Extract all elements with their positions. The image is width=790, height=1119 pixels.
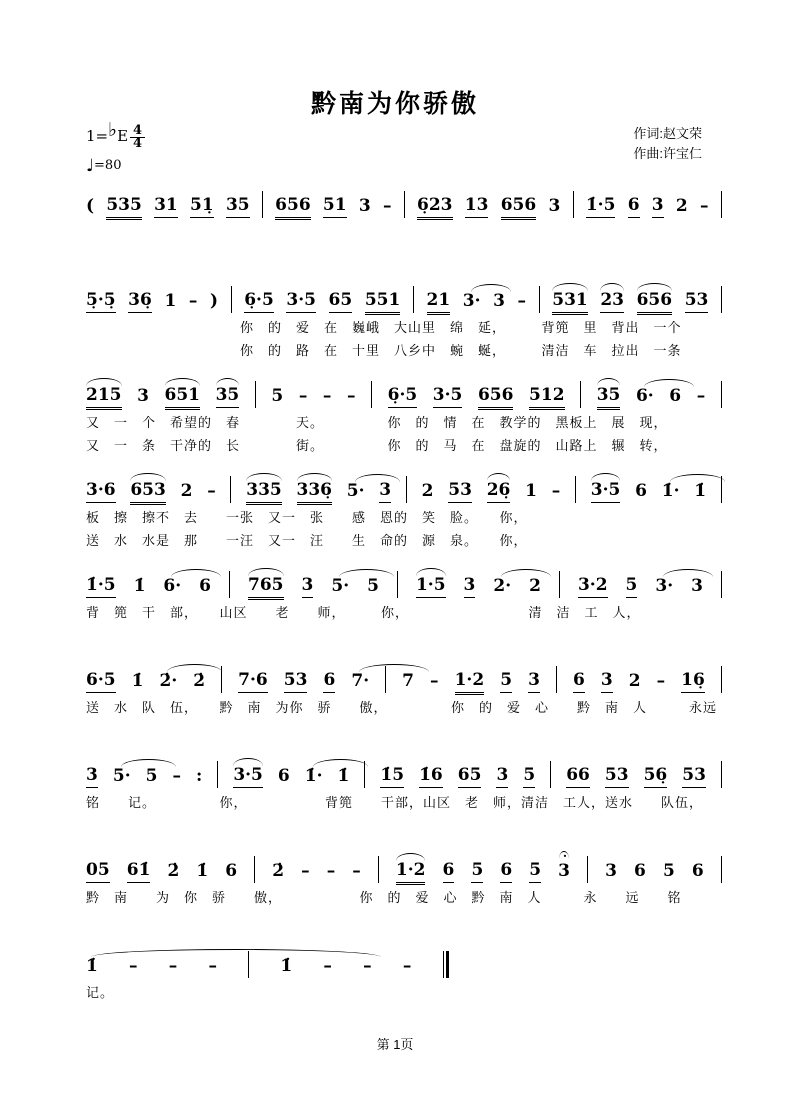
note-token: 1̇: [280, 956, 293, 977]
note-token: 6: [628, 197, 640, 218]
note-token: 65: [458, 767, 482, 788]
symbol-token: –: [402, 956, 412, 977]
note-token: 3: [548, 196, 561, 217]
slur-arc: [297, 473, 333, 481]
note-token: 6·5: [86, 672, 116, 693]
barline: [262, 191, 263, 218]
barline: [254, 856, 255, 883]
time-signature-bottom: 4: [133, 135, 143, 151]
note-token: 2: [421, 481, 434, 502]
note-token: 6·: [163, 578, 181, 598]
note-token: 5: [523, 767, 535, 788]
note-token: 5·: [331, 578, 349, 598]
lyrics-line: 你 的 路 在 十里 八乡中 蜿 蜒， 清洁 车 拉出 一条: [86, 343, 682, 358]
note-token: 2̇·: [159, 673, 177, 693]
note-token: 3: [601, 672, 613, 693]
lyrics-line: 送 水 水是 那 一汪 又一 汪 生 命的 源 泉。 你，: [86, 533, 528, 548]
note-token: 3: [652, 197, 664, 218]
symbol-token: –: [656, 671, 666, 692]
note-token: 51̣: [190, 197, 214, 218]
barline: [231, 286, 232, 313]
notation-line: [86, 657, 722, 693]
note-token: 6: [225, 861, 238, 882]
note-token: 3·5: [433, 387, 463, 408]
note-token: 653: [130, 482, 166, 503]
symbol-token: –: [322, 386, 332, 407]
note-token: 1̇·: [305, 768, 323, 788]
note-token: 5: [662, 861, 675, 882]
slur-arc: [130, 473, 166, 481]
note-token: 5: [471, 862, 483, 883]
barline: [230, 476, 231, 503]
note-token: 651: [165, 387, 201, 408]
note-token: 6: [443, 862, 455, 883]
note-token: 26̣: [487, 482, 511, 503]
barline: [721, 761, 722, 788]
symbol-token: ): [209, 291, 219, 312]
symbol-token: –: [517, 291, 527, 312]
symbol-token: –: [208, 956, 217, 977]
music-system: [86, 847, 722, 942]
note-token: 3: [493, 291, 505, 312]
music-system: [86, 562, 722, 657]
note-token: 31: [154, 197, 178, 218]
note-token: 35: [597, 387, 621, 408]
notation-line: [86, 467, 722, 503]
slur-arc: [246, 473, 282, 481]
barline: [404, 191, 405, 218]
slur-arc: [591, 473, 621, 481]
symbol-token: :: [196, 766, 203, 787]
lyrics-line: 你 的 爱 在 巍峨 大山里 绵 延， 背篼 里 背出 一个: [86, 320, 682, 335]
note-token: 56̣: [644, 767, 668, 788]
note-token: 61̇: [127, 862, 151, 883]
symbol-token: –: [551, 481, 561, 502]
note-token: 5: [626, 577, 638, 598]
note-token: 1·5: [416, 577, 446, 598]
lyrics-line: 记。: [86, 985, 115, 1000]
note-token: 3·5: [286, 292, 316, 313]
note-token: 5: [500, 672, 512, 693]
note-token: 3·5: [591, 482, 621, 503]
note-token: 512: [529, 387, 565, 408]
music-system: [86, 277, 722, 372]
note-token: 5·: [347, 483, 365, 503]
note-token: 6·: [636, 388, 654, 408]
barline: [550, 761, 551, 788]
note-token: 6̣23: [417, 197, 453, 218]
note-token: 6: [277, 766, 290, 787]
symbol-token: –: [168, 956, 178, 977]
lyrics-line: 背 篼 干 部， 山区 老 师， 你， 清 洁 工 人，: [86, 605, 641, 620]
note-token: 5: [529, 862, 541, 883]
slur-arc: [637, 283, 673, 291]
key-signature: [86, 119, 145, 151]
note-token: 3: [528, 672, 540, 693]
barline: [371, 381, 372, 408]
symbol-token: –: [298, 386, 308, 407]
credits: [633, 124, 702, 164]
song-title: 黔南为你骄傲: [310, 89, 479, 118]
note-token: 3·2: [578, 577, 608, 598]
symbol-token: –: [129, 956, 138, 977]
note-token: 6: [199, 576, 212, 597]
tempo-marking: [86, 156, 121, 176]
barline: [721, 286, 722, 313]
note-token: 2: [529, 576, 541, 597]
note-token: 2: [180, 481, 193, 502]
barline: [559, 571, 560, 598]
symbol-token: (: [86, 196, 95, 217]
barline: [397, 571, 398, 598]
note-token: 656: [478, 387, 514, 408]
note-token: 7·: [351, 673, 369, 693]
slur-arc: [359, 664, 429, 672]
note-token: 2: [675, 196, 688, 217]
barline: [573, 191, 574, 218]
note-token: 53: [448, 482, 472, 503]
music-system: [86, 752, 722, 847]
quarter-note-icon: ♩: [86, 156, 95, 176]
note-token: 6: [500, 862, 512, 883]
note-token: 3: [302, 577, 314, 598]
barline: [575, 476, 576, 503]
note-token: 1̇: [133, 576, 146, 597]
slur-arc: [248, 568, 284, 576]
final-barline: [443, 951, 449, 978]
note-token: 1̇6: [419, 767, 443, 788]
note-token: 1̇·: [662, 483, 680, 503]
lyrics-line: 铭 记。 你， 背篼 干部，山区 老 师，清洁 工人，送水 队伍，: [86, 795, 704, 810]
barline: [721, 571, 722, 598]
lyrics-line: 又 一 条 干净的 长 街。 你 的 马 在 盘旋的 山路上 辗 转，: [86, 438, 668, 453]
barline: [587, 856, 588, 883]
page-number: 第 1页: [376, 1037, 414, 1052]
note-token: 7·6: [238, 672, 268, 693]
barline: [580, 381, 581, 408]
notation-line: [86, 942, 449, 978]
notation-line: [86, 752, 722, 788]
lyrics-line: 又 一 个 希望的 春 天。 你 的 情 在 教学的 黑板上 展 现，: [86, 415, 668, 430]
note-token: 5·: [113, 768, 131, 788]
note-token: 3: [605, 861, 617, 882]
slur-arc: [663, 569, 713, 577]
symbol-token: –: [696, 386, 706, 407]
music-system: [86, 942, 722, 1037]
note-token: 3: [358, 196, 371, 217]
slur-arc: [416, 568, 446, 576]
notation-line: [86, 277, 722, 313]
note-token: 6: [634, 861, 646, 882]
note-token: 3: [496, 767, 508, 788]
lyrics-line: 送 水 队 伍， 黔 南 为你 骄 傲， 你 的 爱 心 黔 南 人 永远: [86, 700, 718, 715]
note-token: 3 ·: [558, 849, 571, 882]
symbol-token: –: [301, 861, 310, 882]
symbol-token: –: [207, 481, 216, 502]
note-token: 656: [637, 292, 673, 313]
note-token: 53: [284, 672, 308, 693]
note-token: 2̇: [167, 861, 180, 882]
note-token: 1̇: [694, 481, 707, 502]
note-token: 2̇: [272, 861, 285, 882]
note-token: 656: [275, 197, 311, 218]
slur-arc: [396, 853, 426, 861]
notation-line: [86, 372, 722, 408]
music-system: [86, 372, 722, 467]
note-token: 656: [501, 197, 537, 218]
symbol-token: –: [172, 766, 181, 787]
barline: [406, 476, 407, 503]
note-token: 5̣·5̣: [86, 292, 116, 313]
slur-arc: [487, 473, 511, 481]
note-token: 6: [573, 672, 585, 693]
note-token: 3·5: [233, 767, 263, 788]
notation-line: [86, 182, 722, 218]
barline: [539, 286, 540, 313]
note-token: 1̇: [86, 958, 98, 978]
barline: [556, 666, 557, 693]
barline: [721, 666, 722, 693]
slur-arc: [171, 569, 221, 577]
note-token: 6̣·5: [388, 387, 418, 408]
lyrics-line: 黔 南 为 你 骄 傲， 你 的 爱 心 黔 南 人 永 远 铭: [86, 890, 682, 905]
composer-credit: 作曲:许宝仁: [633, 146, 702, 161]
note-token: 1: [164, 291, 177, 312]
note-token: 13: [465, 197, 489, 218]
note-token: 66: [566, 767, 590, 788]
note-token: 51: [323, 197, 347, 218]
note-token: 53: [685, 292, 709, 313]
slur-arc: [233, 758, 263, 766]
note-token: 3: [379, 482, 391, 503]
note-token: 21: [427, 292, 451, 313]
note-token: 5: [145, 766, 158, 787]
slur-arc: [355, 474, 400, 482]
note-token: 3·6: [86, 482, 116, 503]
note-token: 1̇5: [380, 767, 404, 788]
note-token: 1·2: [396, 862, 426, 883]
symbol-token: –: [430, 671, 439, 692]
barline: [229, 571, 230, 598]
barline: [217, 761, 218, 788]
symbol-token: –: [188, 291, 198, 312]
note-token: 3: [137, 386, 149, 407]
note-token: 1̇·5: [586, 197, 616, 218]
note-token: 6̣·5: [244, 292, 274, 313]
slur-arc: [165, 378, 201, 386]
symbol-token: –: [323, 956, 332, 977]
notation-line: [86, 562, 722, 598]
slur-arc: [600, 283, 624, 291]
barline: [721, 381, 722, 408]
note-token: 3: [86, 767, 98, 788]
note-token: 6: [691, 861, 704, 882]
note-token: 05: [86, 862, 110, 883]
slur-arc: [501, 569, 551, 577]
note-token: 3: [691, 576, 703, 597]
tempo-value: =80: [94, 158, 122, 173]
note-token: 35: [216, 387, 240, 408]
key-letter: E: [117, 127, 129, 145]
note-token: 335: [246, 482, 282, 503]
music-system: [86, 467, 722, 562]
slur-arc: [216, 378, 240, 386]
note-token: 215: [86, 387, 122, 408]
note-token: 2̇: [193, 671, 206, 692]
note-token: 5: [271, 386, 284, 407]
note-token: 1: [525, 481, 537, 502]
notation-line: [86, 847, 722, 883]
music-system: [86, 657, 722, 752]
note-token: 551: [365, 292, 401, 313]
note-token: 53: [682, 767, 706, 788]
slur-arc: [597, 378, 621, 386]
note-token: 336̣: [297, 482, 333, 503]
note-token: 2: [628, 671, 641, 692]
note-token: 1̇·5: [86, 577, 116, 598]
barline: [721, 191, 722, 218]
symbol-token: –: [346, 386, 356, 407]
symbol-token: –: [363, 956, 372, 977]
slur-arc: [552, 283, 588, 291]
barline: [378, 856, 379, 883]
note-token: 1·2: [455, 672, 485, 693]
note-token: 53: [605, 767, 629, 788]
score: [86, 182, 722, 1037]
note-token: 7: [402, 671, 415, 692]
key-prefix: 1=: [86, 127, 109, 145]
barline: [255, 381, 256, 408]
note-token: 3·: [655, 578, 673, 598]
time-signature: [130, 122, 145, 151]
symbol-token: –: [700, 196, 709, 217]
note-token: 35: [226, 197, 250, 218]
note-token: 65: [329, 292, 353, 313]
flat-icon: ♭: [108, 119, 118, 141]
note-token: 1̇: [337, 766, 350, 787]
time-signature-top: 4: [130, 125, 145, 138]
note-token: 765: [248, 577, 284, 598]
note-token: 3: [464, 577, 476, 598]
note-token: 1̇: [196, 861, 209, 882]
note-token: 16̣: [681, 672, 705, 693]
note-token: 3·: [463, 293, 481, 313]
note-token: 1̇: [131, 671, 144, 692]
note-token: 23: [600, 292, 624, 313]
note-token: 6: [323, 672, 335, 693]
barline: [721, 856, 722, 883]
note-token: 6: [669, 386, 682, 407]
barline: [413, 286, 414, 313]
note-token: 36̣: [128, 292, 152, 313]
symbol-token: –: [352, 861, 361, 882]
symbol-token: –: [382, 196, 392, 217]
lyricist-credit: 作词:赵文荣: [633, 126, 702, 141]
music-system: [86, 182, 722, 277]
symbol-token: –: [326, 861, 336, 882]
note-token: 2·: [493, 578, 511, 598]
note-token: 535: [106, 197, 142, 218]
lyrics-line: 板 擦 擦不 去 一张 又一 张 感 恩的 笑 脸。 你，: [86, 510, 528, 525]
note-token: 5: [367, 576, 379, 597]
note-token: 6: [635, 481, 647, 502]
note-token: 531: [552, 292, 588, 313]
fermata-dot: ·: [562, 849, 568, 864]
slur-arc: [86, 378, 122, 386]
